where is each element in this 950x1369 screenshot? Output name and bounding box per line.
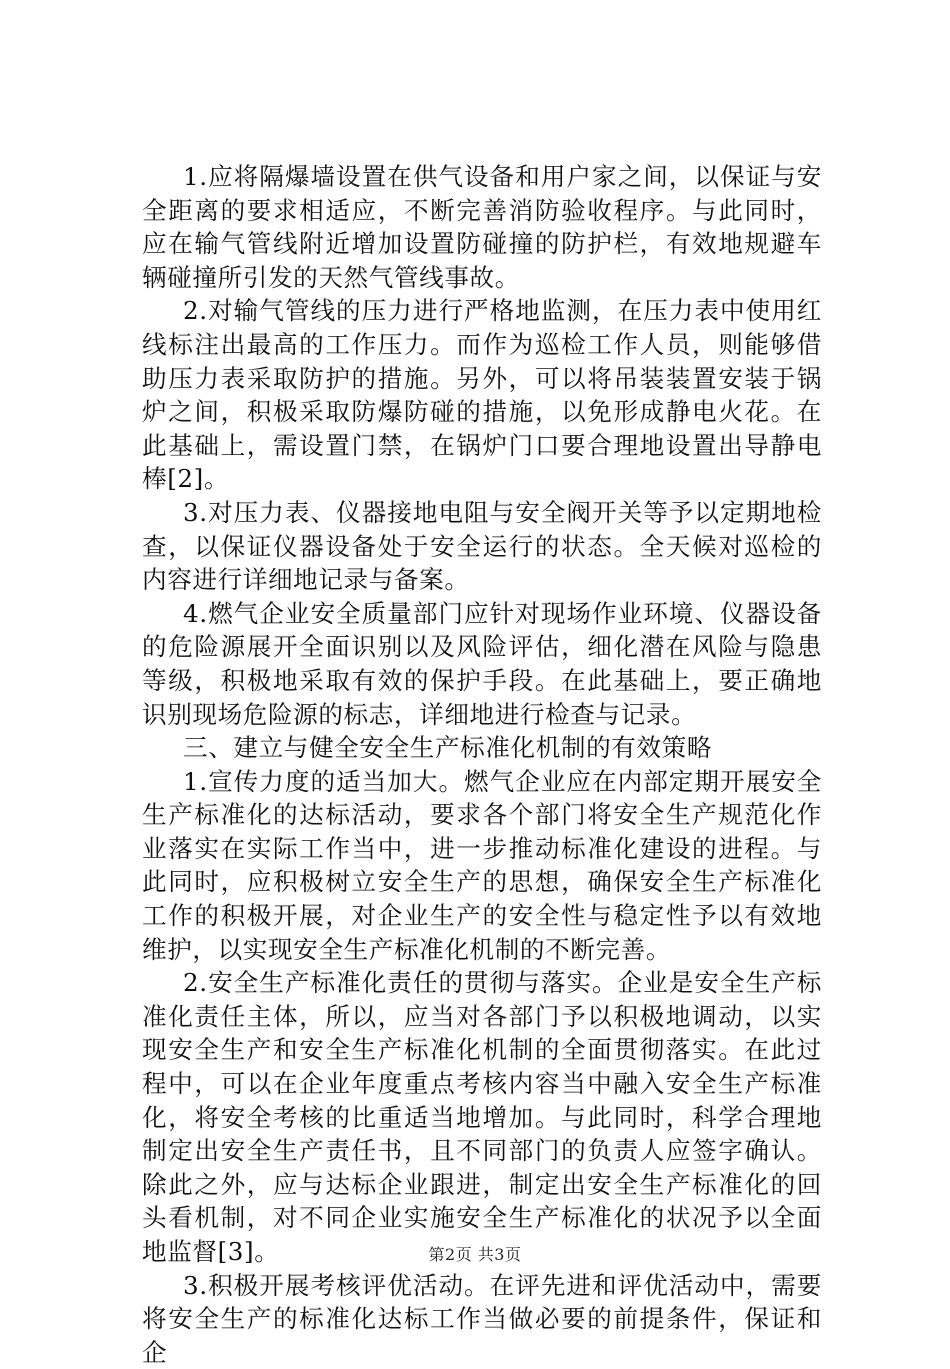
paragraph-measure-3: 3.对压力表、仪器接地电阻与安全阀开关等予以定期地检查，以保证仪器设备处于安全运行的状态。全天候对巡检的内容进行详细地记录与备案。 bbox=[142, 497, 822, 595]
page-footer: 第2页 共3页 bbox=[428, 1245, 522, 1264]
paragraph-measure-2: 2.对输气管线的压力进行严格地监测，在压力表中使用红线标注出最高的工作压力。而作为巡检工作人员，则能够借助压力表采取防护的措施。另外，可以将吊装装置安装于锅炉之间，积极采取防爆防碰的措施，以免形成静电火花。在此基础上，需设置门禁，在锅炉门口要合理地设置出导静电棒[2]。 bbox=[142, 296, 822, 494]
paragraph-strategy-3: 3.积极开展考核评优活动。在评先进和评优活动中，需要将安全生产的标准化达标工作当做必要的前提条件，保证和企 bbox=[142, 1270, 822, 1367]
document-body bbox=[142, 160, 822, 1369]
paragraph-measure-1: 1.应将隔爆墙设置在供气设备和用户家之间，以保证与安全距离的要求相适应，不断完善消防验收程序。与此同时，应在输气管线附近增加设置防碰撞的防护栏，有效地规避车辆碰撞所引发的天然气管线事故。 bbox=[142, 162, 822, 292]
paragraph-measure-4: 4.燃气企业安全质量部门应针对现场作业环境、仪器设备的危险源展开全面识别以及风险评估，细化潜在风险与隐患等级，积极地采取有效的保护手段。在此基础上，要正确地识别现场危险源的标志，详细地进行检查与记录。 bbox=[142, 598, 822, 729]
paragraph-strategy-1: 1.宣传力度的适当加大。燃气企业应在内部定期开展安全生产标准化的达标活动，要求各个部门将安全生产规范化作业落实在实际工作当中，进一步推动标准化建设的进程。与此同时，应积极树立安全生产的思想，确保安全生产标准化工作的积极开展，对企业生产的安全性与稳定性予以有效地维护，以实现安全生产标准化机制的不断完善。 bbox=[142, 766, 822, 964]
section-heading: 三、建立与健全安全生产标准化机制的有效策略 bbox=[183, 733, 713, 763]
paragraph-strategy-2: 2.安全生产标准化责任的贯彻与落实。企业是安全生产标准化责任主体，所以，应当对各部门予以积极地调动，以实现安全生产和安全生产标准化机制的全面贯彻落实。在此过程中，可以在企业年度重点考核内容当中融入安全生产标准化，将安全考核的比重适当地增加。与此同时，科学合理地制定出安全生产责任书，且不同部门的负责人应签字确认。除此之外，应与达标企业跟进，制定出安全生产标准化的回头看机制，对不同企业实施安全生产标准化的状况予以全面地监督[3]。 bbox=[142, 968, 822, 1266]
